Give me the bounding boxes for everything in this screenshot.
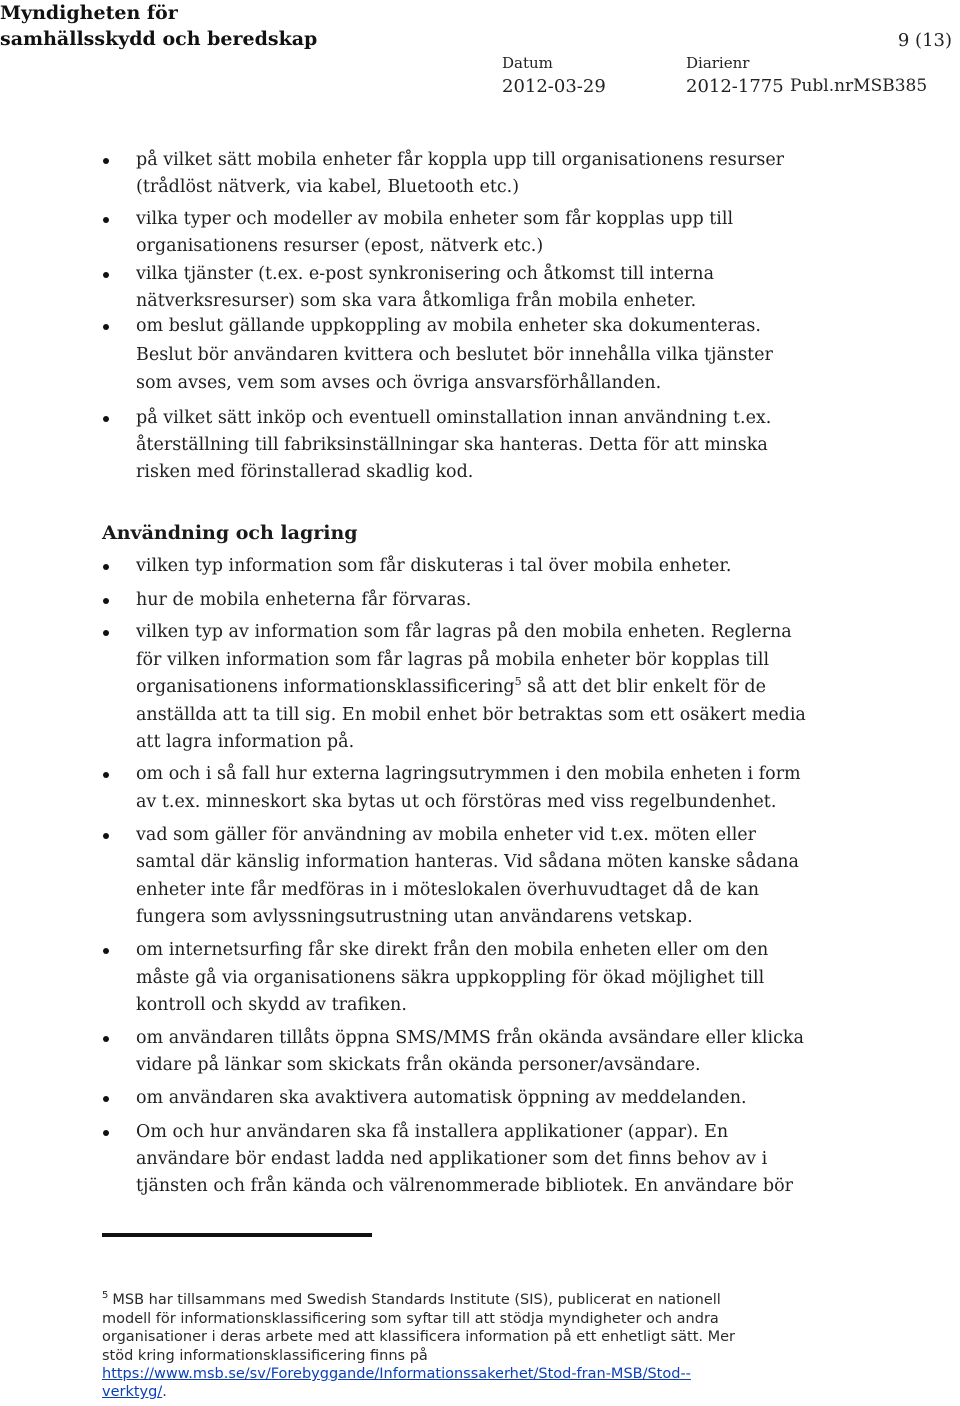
bullet-marker bbox=[103, 158, 109, 164]
list-item-line: nätverksresurser) som ska vara åtkomliga från mobila enheter. bbox=[136, 291, 697, 311]
footnote-line: stöd kring informationsklassificering finns på bbox=[102, 1348, 428, 1364]
list-item-line: (trådlöst nätverk, via kabel, Bluetooth etc.) bbox=[136, 177, 520, 197]
datum-value: 2012-03-29 bbox=[502, 76, 606, 97]
bullet-marker bbox=[103, 948, 109, 954]
diarienr-value: 2012-1775 bbox=[686, 76, 784, 97]
footnote-link-line bbox=[102, 1366, 691, 1382]
list-item-line: tjänsten och från kända och välrenommerade bibliotek. En användare bör bbox=[136, 1176, 794, 1196]
list-item-text: så att det blir enkelt för de bbox=[521, 677, 766, 697]
list-item-line: Beslut bör användaren kvittera och beslutet bör innehålla vilka tjänster bbox=[136, 345, 773, 365]
list-item-line: enheter inte får medföras in i möteslokalen överhuvudtaget då de kan bbox=[136, 880, 760, 900]
footnote-line: organisationer i deras arbete med att klassificera information på ett enhetligt sätt. Mer bbox=[102, 1329, 735, 1345]
list-item-line: vilken typ av information som får lagras på den mobila enheten. Reglerna bbox=[136, 622, 792, 642]
list-item-line: på vilket sätt inköp och eventuell ominstallation innan användning t.ex. bbox=[136, 408, 772, 428]
bullet-marker bbox=[103, 598, 109, 604]
list-item-line: organisationens resurser (epost, nätverk etc.) bbox=[136, 236, 544, 256]
bullet-marker bbox=[103, 1096, 109, 1102]
bullet-marker bbox=[103, 324, 109, 330]
footnote-separator bbox=[102, 1233, 372, 1237]
bullet-marker bbox=[103, 772, 109, 778]
footnote-marker: 5 bbox=[102, 1290, 109, 1301]
list-item-line: om användaren tillåts öppna SMS/MMS från okända avsändare eller klicka bbox=[136, 1028, 804, 1048]
list-item-line: återställning till fabriksinställningar ska hanteras. Detta för att minska bbox=[136, 435, 768, 455]
footnote-line: modell för informationsklassificering som syftar till att stödja myndigheter och andra bbox=[102, 1311, 719, 1327]
list-item-line: samtal där känslig information hanteras. Vid sådana möten kanske sådana bbox=[136, 852, 799, 872]
footnote-ref[interactable]: 5 bbox=[514, 675, 522, 688]
org-name-line1: Myndigheten för bbox=[0, 2, 178, 24]
bullet-marker bbox=[103, 217, 109, 223]
list-item-line: vidare på länkar som skickats från okända personer/avsändare. bbox=[136, 1055, 701, 1075]
footnote-link-line bbox=[102, 1384, 167, 1400]
msb-link[interactable]: https://www.msb.se/sv/Forebyggande/Informationssakerhet/Stod-fran-MSB/Stod-- bbox=[102, 1366, 691, 1382]
diarienr-label: Diarienr bbox=[686, 54, 750, 72]
list-item-line: vilka tjänster (t.ex. e-post synkronisering och åtkomst till interna bbox=[136, 264, 715, 284]
list-item-line: hur de mobila enheterna får förvaras. bbox=[136, 590, 472, 610]
org-name-line2: samhällsskydd och beredskap bbox=[0, 28, 318, 50]
list-item-line: om användaren ska avaktivera automatisk öppning av meddelanden. bbox=[136, 1088, 747, 1108]
list-item-line: vilken typ information som får diskuteras i tal över mobila enheter. bbox=[136, 556, 732, 576]
list-item-line: om internetsurfing får ske direkt från den mobila enheten eller om den bbox=[136, 940, 769, 960]
list-item-line: risken med förinstallerad skadlig kod. bbox=[136, 462, 474, 482]
bullet-marker bbox=[103, 833, 109, 839]
list-item-line: anställda att ta till sig. En mobil enhet bör betraktas som ett osäkert media bbox=[136, 705, 806, 725]
bullet-marker bbox=[103, 564, 109, 570]
list-item-line: att lagra information på. bbox=[136, 732, 355, 752]
list-item-line: som avses, vem som avses och övriga ansvarsförhållanden. bbox=[136, 373, 662, 393]
list-item-line: om och i så fall hur externa lagringsutrymmen i den mobila enheten i form bbox=[136, 764, 801, 784]
list-item-text: organisationens informationsklassificering bbox=[136, 677, 515, 697]
list-item-line: på vilket sätt mobila enheter får koppla upp till organisationens resurser bbox=[136, 150, 785, 170]
list-item-line: kontroll och skydd av trafiken. bbox=[136, 995, 407, 1015]
list-item-line: om beslut gällande uppkoppling av mobila enheter ska dokumenteras. bbox=[136, 316, 761, 336]
list-item-line: måste gå via organisationens säkra uppkoppling för ökad möjlighet till bbox=[136, 968, 765, 988]
publ-number: Publ.nrMSB385 bbox=[790, 76, 928, 96]
bullet-marker bbox=[103, 272, 109, 278]
bullet-marker bbox=[103, 1036, 109, 1042]
list-item-line: Om och hur användaren ska få installera applikationer (appar). En bbox=[136, 1122, 729, 1142]
datum-label: Datum bbox=[502, 54, 553, 72]
list-item-line: vad som gäller för användning av mobila enheter vid t.ex. möten eller bbox=[136, 825, 757, 845]
list-item-line: av t.ex. minneskort ska bytas ut och förstöras med viss regelbundenhet. bbox=[136, 792, 777, 812]
footnote-period: . bbox=[162, 1384, 167, 1400]
section-heading: Användning och lagring bbox=[102, 522, 358, 544]
bullet-marker bbox=[103, 416, 109, 422]
footnote-text: MSB har tillsammans med Swedish Standards Institute (SIS), publicerat en nationell bbox=[112, 1292, 721, 1308]
bullet-marker bbox=[103, 630, 109, 636]
list-item-line: användare bör endast ladda ned applikationer som det finns behov av i bbox=[136, 1149, 768, 1169]
msb-link-continued[interactable]: verktyg/ bbox=[102, 1384, 163, 1400]
list-item-line: vilka typer och modeller av mobila enheter som får kopplas upp till bbox=[136, 209, 734, 229]
footnote-line bbox=[102, 1292, 721, 1308]
list-item-line: fungera som avlyssningsutrustning utan användarens vetskap. bbox=[136, 907, 693, 927]
page-number: 9 (13) bbox=[897, 30, 952, 51]
bullet-marker bbox=[103, 1130, 109, 1136]
list-item-line bbox=[136, 677, 766, 697]
list-item-line: för vilken information som får lagras på mobila enheter bör kopplas till bbox=[136, 650, 770, 670]
